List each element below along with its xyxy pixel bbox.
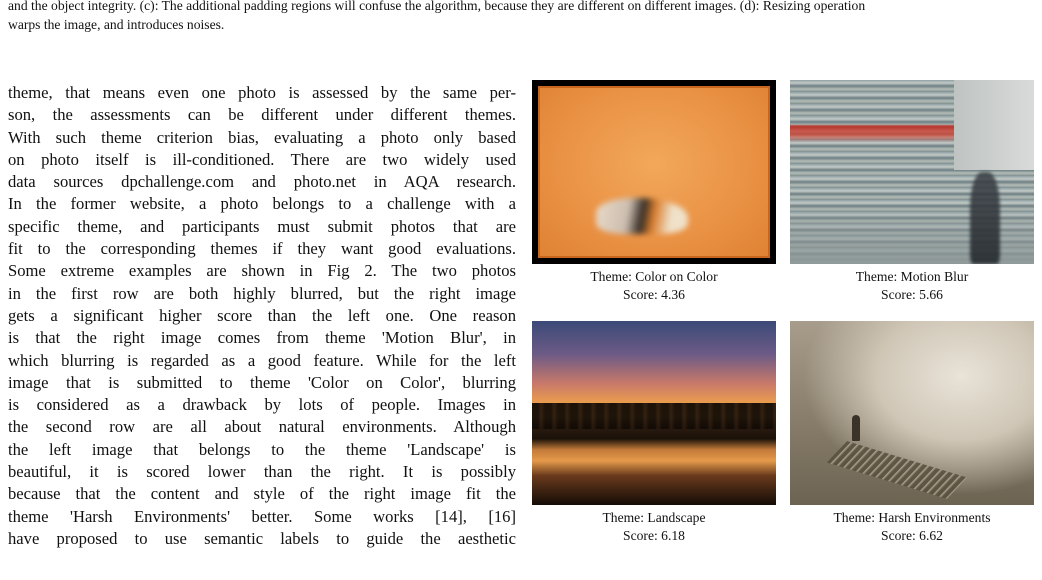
figure-caption — [790, 509, 1034, 545]
score-label: Score: 5.66 — [881, 287, 943, 302]
figure-color-on-color — [532, 80, 776, 304]
theme-label: Theme: Color on Color — [590, 269, 718, 284]
boardwalk — [827, 441, 967, 499]
tree-silhouettes — [532, 403, 776, 429]
body-paragraph — [8, 82, 516, 550]
score-label: Score: 6.18 — [623, 528, 685, 543]
standing-person — [852, 415, 860, 441]
walking-person — [970, 172, 1000, 264]
blurred-race-car — [596, 198, 688, 234]
text-line: beautiful, it is scored lower than the right. It is possibly — [8, 462, 516, 482]
text-line: which blurring is regarded as a good feature. While for the left — [8, 350, 516, 370]
text-line: on photo itself is ill-conditioned. There are two widely used — [8, 149, 516, 169]
figure-caption — [790, 268, 1034, 304]
text-line: theme, that means even one photo is assessed by the same per- — [8, 83, 516, 102]
text-line: in the first row are both highly blurred, but the right image — [8, 283, 516, 303]
theme-label: Theme: Harsh Environments — [833, 510, 991, 525]
text-line: son, the assessments can be different under different themes. — [8, 105, 516, 125]
text-line: gets a significant higher score than the left one. One reason — [8, 305, 516, 325]
building — [954, 80, 1034, 170]
figure-harsh-environments — [790, 321, 1034, 545]
photo-harsh-environments — [790, 321, 1034, 505]
text-line: have proposed to use semantic labels to guide the aesthetic — [8, 528, 516, 548]
text-line: fit to the corresponding themes if they want good evaluations. — [8, 239, 516, 259]
figure-caption — [532, 509, 776, 545]
figure-landscape — [532, 321, 776, 545]
text-line: the left image that belongs to the theme 'Landscape' is — [8, 439, 516, 459]
text-line: image that is submitted to theme 'Color on Color', blurring — [8, 372, 516, 392]
text-line: the second row are all about natural environments. Although — [8, 417, 516, 437]
figure-caption-continuation — [8, 0, 1034, 34]
theme-label: Theme: Landscape — [602, 510, 706, 525]
text-line: because that the content and style of the right image fit the — [8, 484, 516, 504]
theme-label: Theme: Motion Blur — [855, 269, 969, 284]
text-line: is that the right image comes from theme 'Motion Blur', in — [8, 328, 516, 348]
caption-line: warps the image, and introduces noises. — [8, 17, 225, 32]
text-line: Some extreme examples are shown in Fig 2. The two photos — [8, 261, 516, 281]
photo-motion-blur — [790, 80, 1034, 264]
text-line: data sources dpchallenge.com and photo.net in AQA research. — [8, 172, 516, 192]
caption-line: and the object integrity. (c): The additional padding regions will confuse the algorithm, because they are different on different images. (d): Resizing operation — [8, 0, 866, 13]
photo-landscape — [532, 321, 776, 505]
text-line: is considered as a drawback by lots of people. Images in — [8, 395, 516, 415]
text-line: In the former website, a photo belongs to a challenge with a — [8, 194, 516, 214]
score-label: Score: 4.36 — [623, 287, 685, 302]
text-line: theme 'Harsh Environments' better. Some works [14], [16] — [8, 506, 516, 526]
photo-color-on-color — [532, 80, 776, 264]
text-line: With such theme criterion bias, evaluating a photo only based — [8, 127, 516, 147]
text-line: specific theme, and participants must submit photos that are — [8, 216, 516, 236]
score-label: Score: 6.62 — [881, 528, 943, 543]
figure-caption — [532, 268, 776, 304]
figure-motion-blur — [790, 80, 1034, 304]
